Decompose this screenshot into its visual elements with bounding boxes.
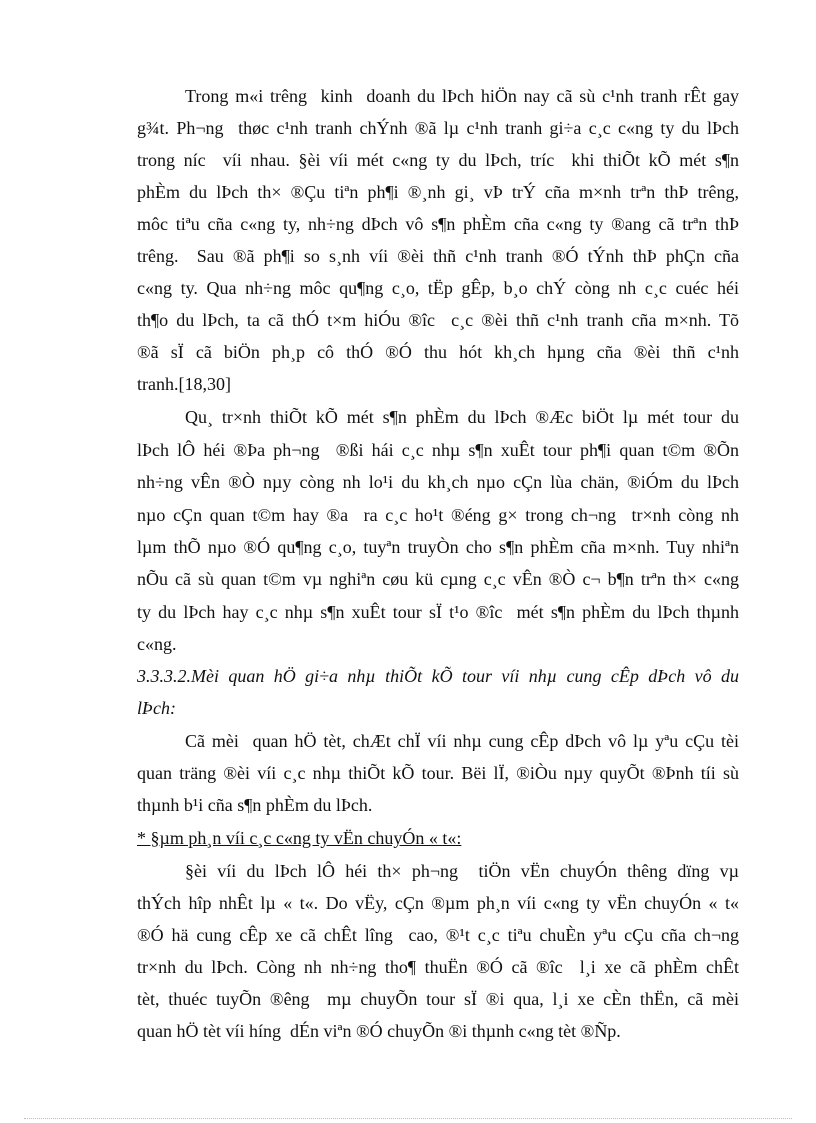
paragraph-2-line: c«ng.: [137, 634, 177, 654]
paragraph-3-line: thµnh b¹i cña s¶n phÈm du lÞch.: [137, 795, 373, 815]
paragraph-4-line: §èi víi du lÞch lÔ héi th× ph¬ng tiÖn vËn chuyÓn thêng dïng vµ: [185, 861, 739, 881]
paragraph-4-line: quan hÖ tèt víi híng dÉn viªn ®Ó chuyÕn ®i thµnh c«ng tèt ®Ñp.: [137, 1021, 621, 1041]
paragraph-2-line: nh÷ng vÊn ®Ò nµy còng nh lo¹i du kh¸ch nµo cÇn lùa chän, ®iÓm du lÞch: [137, 472, 739, 492]
paragraph-1-line: ®ã sÏ cã biÖn ph¸p cô thÓ ®Ó thu hót kh¸ch hµng cña ®èi thñ c¹nh: [137, 342, 739, 362]
subheading: * §µm ph¸n víi c¸c c«ng ty vËn chuyÓn « t«:: [137, 828, 462, 848]
paragraph-1-line: tranh.[18,30]: [137, 374, 231, 394]
paragraph-1-line: c«ng ty. Qua nh÷ng môc qu¶ng c¸o, tËp gÊp, b¸o chÝ còng nh c¸c cuéc héi: [137, 278, 739, 298]
paragraph-4-line: ®Ó hä cung cÊp xe cã chÊt lîng cao, ®¹t c¸c tiªu chuÈn yªu cÇu cña ch¬ng: [137, 925, 739, 945]
paragraph-1-line: môc tiªu cña c«ng ty, nh÷ng dÞch vô s¶n phÈm cña c«ng ty ®ang cã trªn thÞ: [137, 214, 739, 234]
paragraph-2-line: nµo cÇn quan t©m hay ®a ra c¸c ho¹t ®éng g× trong ch¬ng tr×nh còng nh: [137, 505, 739, 525]
paragraph-1-line: trêng. Sau ®ã ph¶i so s¸nh víi ®èi thñ c¹nh tranh ®Ó tÝnh thÞ phÇn cña: [137, 246, 739, 266]
paragraph-2-line: nÕu cã sù quan t©m vµ nghiªn cøu kü cµng c¸c vÊn ®Ò c¬ b¶n trªn th× c«ng: [137, 569, 739, 589]
paragraph-3-line: quan träng ®èi víi c¸c nhµ thiÕt kÕ tour. Bëi lÏ, ®iÒu nµy quyÕt ®Þnh tíi sù: [137, 763, 739, 783]
paragraph-4-line: tèt, thuéc tuyÕn ®êng mµ chuyÕn tour sÏ ®i qua, l¸i xe cÈn thËn, cã mèi: [137, 989, 739, 1009]
paragraph-3-line: Cã mèi quan hÖ tèt, chÆt chÏ víi nhµ cung cÊp dÞch vô lµ yªu cÇu tèi: [185, 731, 739, 751]
paragraph-2-line: lµm thÕ nµo ®Ó qu¶ng c¸o, tuyªn truyÒn cho s¶n phÈm cña m×nh. Tuy nhiªn: [137, 537, 739, 557]
paragraph-1-line: trong níc víi nhau. §èi víi mét c«ng ty du lÞch, tríc khi thiÕt kÕ mét s¶n: [137, 150, 739, 170]
paragraph-4-line: tr×nh du lÞch. Còng nh nh÷ng tho¶ thuËn ®Ó cã ®îc l¸i xe cã phÈm chÊt: [137, 957, 739, 977]
paragraph-1-line: th¶o du lÞch, ta cã thÓ t×m hiÓu ®îc c¸c ®èi thñ c¹nh tranh cña m×nh. Tõ: [137, 310, 739, 330]
section-heading: lÞch:: [137, 698, 176, 718]
paragraph-2-line: Qu¸ tr×nh thiÕt kÕ mét s¶n phÈm du lÞch ®Æc biÖt lµ mét tour du: [185, 407, 739, 427]
paragraph-2-line: lÞch lÔ héi ®Þa ph¬ng ®ßi hái c¸c nhµ s¶n xuÊt tour ph¶i quan t©m ®Õn: [137, 440, 739, 460]
paragraph-1-line: Trong m«i trêng kinh doanh du lÞch hiÖn nay cã sù c¹nh tranh rÊt gay: [185, 86, 739, 106]
page-bottom-divider: [24, 1118, 792, 1119]
paragraph-2-line: ty du lÞch hay c¸c nhµ s¶n xuÊt tour sÏ t¹o ®îc mét s¶n phÈm du lÞch thµnh: [137, 602, 739, 622]
section-heading: 3.3.3.2.Mèi quan hÖ gi÷a nhµ thiÕt kÕ tour víi nhµ cung cÊp dÞch vô du: [137, 666, 739, 686]
paragraph-4-line: thÝch hîp nhÊt lµ « t«. Do vËy, cÇn ®µm ph¸n víi c«ng ty vËn chuyÓn « t«: [137, 893, 739, 913]
paragraph-1-line: phÈm du lÞch th× ®Çu tiªn ph¶i ®¸nh gi¸ vÞ trÝ cña m×nh trªn thÞ trêng,: [137, 182, 739, 202]
paragraph-1-line: g¾t. Ph¬ng thøc c¹nh tranh chÝnh ®ã lµ c¹nh tranh gi÷a c¸c c«ng ty du lÞch: [137, 118, 739, 138]
